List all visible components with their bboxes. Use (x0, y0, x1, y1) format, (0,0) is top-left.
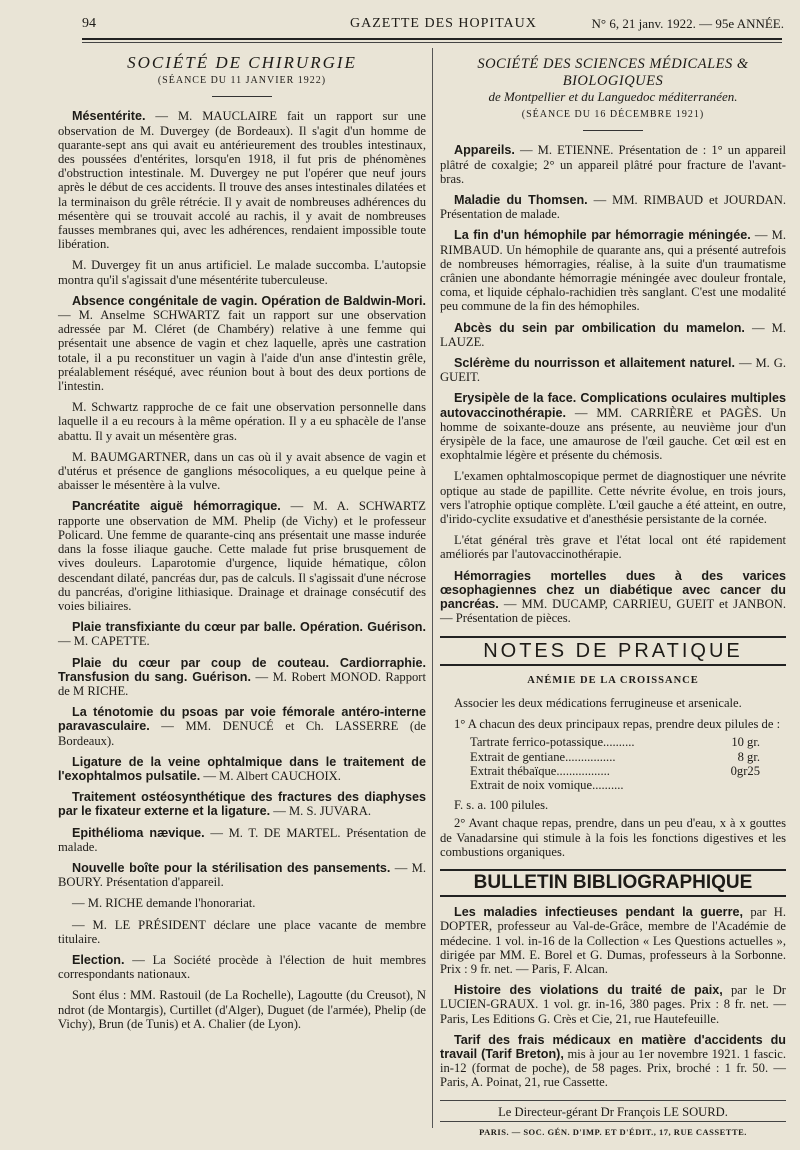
article-paragraph (440, 469, 786, 526)
article-text: — MM. DUCAMP, CARRIEU, GUEIT et JANBON. — Présentation de pièces. (440, 597, 786, 626)
article-paragraph (58, 861, 426, 889)
article-text: — M. RIMBAUD. Un hémophile de quarante ans, qui a présenté autrefois de nombreuses hémorragies, réalise, à la suite d'un traumatisme crânien une abondante hémorragie méningée avec douleur frontale, coma, et liquide céphalo-rachidien très sanglant. C'est une modalité peu commune de la fin des hémophiles. (440, 228, 786, 314)
article-text: — M. S. JUVARA. (270, 804, 371, 819)
article-text: — M. Robert MONOD. Rapport de M RICHE. (58, 669, 426, 698)
article-text: par le Dr LUCIEN-GRAUX. 1 vol. gr. in-16, 380 pages. Prix : 8 fr. net. — Paris, Les Editions G. Crès et Cie, 21, rue Hautefeuille. (440, 983, 786, 1026)
article-paragraph (440, 1033, 786, 1090)
article-paragraph (58, 450, 426, 493)
left-items (58, 109, 426, 1031)
article-paragraph (440, 983, 786, 1026)
article-text: — M. G. GUEIT. (440, 356, 786, 385)
article-text: — M. T. DE MARTEL. Présentation de malade. (58, 825, 427, 854)
article-title: La ténotomie du psoas par voie fémorale antéro-interne paravasculaire. (58, 705, 426, 734)
article-text: — M. CAPETTE. (58, 634, 150, 649)
article-title: Les maladies infectieuses pendant la guerre, (454, 905, 743, 920)
article-text: — MM. CARRIÈRE et PAGÈS. Un homme de soixante-douze ans présente, au neuvième jour d'un érysipèle de la face, une amaurose de l'œil gauche. Cet œil est en exophtalmie légère et présente du chémosis. (440, 405, 786, 463)
article-text: — M. Albert CAUCHOIX. (200, 768, 341, 783)
article-title: Epithélioma nævique. (72, 825, 205, 840)
notes-step1: 1° A chacun des deux principaux repas, prendre deux pilules de : (454, 717, 781, 732)
article-paragraph (58, 499, 426, 613)
article-paragraph (58, 896, 426, 910)
recipe-line (470, 750, 760, 764)
article-text: M. Duvergey fit un anus artificiel. Le malade succomba. L'autopsie montra qu'il s'agissait d'une mésentérite tuberculeuse. (58, 258, 426, 287)
seance-date-right: (SÉANCE DU 16 DÉCEMBRE 1921) (521, 109, 705, 121)
article-paragraph (440, 193, 786, 221)
article-text: — M. ETIENNE. Présentation de : 1° un appareil plâtré de coxalgie; 2° un appareil plâtré pour fracture de l'avant-bras. (440, 143, 786, 186)
article-text: — M. BOURY. Présentation d'appareil. (58, 860, 426, 890)
article-text: M. BAUMGARTNER, dans un cas où il y avait absence de vagin et d'utérus et présence de ganglions mésocoliques, a eu quelque peine à abaisser le mésentère à la vulve. (58, 449, 426, 493)
article-text: L'état général très grave et l'état local ont été rapidement améliorés par l'autovaccinothérapie. (440, 533, 786, 562)
article-text: — M. LAUZE. (440, 320, 786, 349)
article-title: Sclérème du nourrisson et allaitement naturel. (454, 356, 736, 371)
article-title: Tarif des frais médicaux en matière d'accidents du travail (Tarif Breton), (440, 1032, 786, 1061)
short-rule (212, 96, 272, 97)
article-paragraph (58, 620, 426, 648)
article-text: — M. MAUCLAIRE fait un rapport sur une observation de M. Duvergey (de Bordeaux). Il s'agit d'un homme de quarante-sept ans qui avait eu antérieurement des troubles intestinaux, des poussées d'entérites, lorsqu'en 1918, il fut pris de phénomènes d'obstruction intestinale. M. Duvergey ne put l'opérer que neuf jours après le début de ces accidents. Il trouve des anses intestinales dilatées et la terminaison du grêle rétrécie. Il y avait de nombreuses adhérences du mésentère qui se trouvait accolé au rachis, il y avait de nombreuses fausses membranes qui, avec les adhérences, rendaient impossible toute libération. (58, 109, 426, 252)
article-text: M. Schwartz rapproche de ce fait une observation personnelle dans laquelle il a eu recours à la même opération. Il y a eu sphacèle de l'anse abattu. Il y avait un mésentère gras. (58, 400, 426, 443)
article-text: mis à jour au 1er novembre 1921. 1 fascic. in-12 (format de poche), de 58 pages. Prix, broché : 1 fr. 50. — Paris, A. Poinat, 21, rue Cassette. (440, 1046, 786, 1090)
biblio-list (440, 905, 786, 1089)
article-paragraph (440, 905, 786, 976)
article-title: Maladie du Thomsen. (454, 193, 588, 208)
notes-fs: F. s. a. 100 pilules. (454, 798, 549, 813)
recipe-ingredient: Tartrate ferrico-potassique.......... (470, 735, 635, 750)
article-title: Nouvelle boîte pour la stérilisation des pansements. (72, 860, 391, 875)
article-text: — M. Anselme SCHWARTZ fait un rapport sur une observation adressée par M. Cléret (de Chambéry) relative à une femme qui présentait une absence de vagin et chez laquelle, après une castration totale, il a pu reconstituer un vagin à l'aide d'un anse d'intestin grêle, préalablement réséqué, avec réunion bout à bout des deux portions de l'intestin. (58, 308, 426, 394)
article-paragraph (58, 988, 426, 1031)
recipe-dose: 10 gr. (731, 735, 760, 750)
right-column (440, 56, 786, 1139)
article-title: Plaie transfixiante du cœur par balle. Opération. Guérison. (72, 620, 426, 635)
biblio-title: BULLETIN BIBLIOGRAPHIQUE (440, 869, 786, 897)
recipe-ingredient: Extrait de noix vomique.......... (470, 777, 624, 792)
article-title: Pancréatite aiguë hémorragique. (72, 499, 281, 514)
article-title: Traitement ostéosynthétique des fractures des diaphyses par le fixateur externe et la ligature. (58, 790, 426, 819)
article-text: — MM. RIMBAUD et JOURDAN. Présentation de malade. (440, 193, 786, 222)
article-paragraph (58, 918, 426, 946)
article-title: Ligature de la veine ophtalmique dans le traitement de l'exophtalmos pulsatile. (58, 754, 426, 783)
article-paragraph (440, 228, 786, 313)
article-paragraph (58, 656, 426, 699)
article-paragraph (58, 294, 426, 393)
recipe-dose: 0gr25 (730, 763, 760, 778)
recipe-line (470, 764, 760, 778)
notes-step2: 2° Avant chaque repas, prendre, dans un peu d'eau, x à x gouttes de Vanadarsine qui stimule à la fois les fonctions digestives et les combustions organiques. (440, 816, 786, 859)
article-paragraph (440, 321, 786, 349)
article-paragraph (440, 533, 786, 561)
article-paragraph (58, 953, 426, 981)
notes-intro: Associer les deux médications ferrugineuse et arsenicale. (454, 695, 742, 710)
issue-info: N° 6, 21 janv. 1922. — 95e ANNÉE. (591, 16, 784, 31)
recipe-dose: 8 gr. (737, 749, 760, 764)
page-header (60, 14, 784, 36)
section-subtitle: de Montpellier et du Languedoc méditerranéen. (488, 89, 738, 104)
short-rule-right (583, 130, 643, 131)
article-paragraph (58, 705, 426, 748)
article-title: Abcès du sein par ombilication du mamelon. (454, 320, 745, 335)
column-divider (432, 48, 433, 1128)
article-title: Mésentérite. (72, 109, 146, 124)
article-paragraph (58, 790, 426, 818)
article-text: L'examen ophtalmoscopique permet de diagnostiquer une névrite optique au stade de papillite. Cette névrite évolue, en trois jours, vers l'atrophie optique complète. L'œil gauche a été atteint, en outre, d'irido-cyclite exsudative et d'anesthésie persistante de la cornée. (440, 469, 786, 527)
recipe-ingredient: Extrait de gentiane................ (470, 749, 616, 764)
journal-title: GAZETTE DES HOPITAUX (350, 16, 537, 31)
article-title: Erysipèle de la face. Complications oculaires multiples autovaccinothérapie. (440, 391, 786, 420)
section-title-sciences: SOCIÉTÉ DES SCIENCES MÉDICALES & BIOLOGIQUES (477, 56, 749, 89)
article-paragraph (58, 826, 426, 854)
article-paragraph (58, 755, 426, 783)
section-title-chirurgie: SOCIÉTÉ DE CHIRURGIE (127, 53, 357, 72)
seance-date: (SÉANCE DU 11 JANVIER 1922) (157, 75, 327, 87)
article-title: Histoire des violations du traité de paix, (454, 983, 723, 998)
article-text: — M. RICHE demande l'honorariat. (72, 896, 256, 911)
article-text: — M. LE PRÉSIDENT déclare une place vacante de membre titulaire. (58, 917, 426, 946)
recipe-list (470, 735, 786, 792)
article-paragraph (440, 143, 786, 186)
header-rule-thin (82, 42, 782, 43)
article-text: — M. A. SCHWARTZ rapporte une observation de MM. Phelip (de Vichy) et le professeur Policard. Une femme de quarante-cinq ans présentait une masse indurée dans la fosse iliaque gauche. Cette malade fut prise brusquement de vives douleurs. Laparotomie d'urgence, liquide hématique, côlon descendant dilaté, pancréas dur, pas de calculs. Il s'agissait d'une nécrose du pancréas, d'origine lithiasique. Drainage et drainage consécutif des voies biliaires. (58, 499, 426, 613)
header-rule (82, 38, 782, 40)
article-paragraph (440, 569, 786, 626)
article-title: Election. (72, 952, 125, 967)
left-column (58, 53, 427, 1038)
article-paragraph (440, 356, 786, 384)
right-items (440, 143, 786, 625)
footer-printer: PARIS. — SOC. GÉN. D'IMP. ET D'ÉDIT., 17, RUE CASSETTE. (440, 1121, 786, 1139)
article-paragraph (440, 391, 786, 462)
article-paragraph (58, 400, 426, 443)
recipe-line (470, 735, 760, 749)
article-paragraph (58, 109, 426, 251)
article-title: Absence congénitale de vagin. Opération de Baldwin-Mori. (72, 293, 426, 308)
notes-title: NOTES DE PRATIQUE (440, 636, 786, 666)
article-paragraph (58, 258, 426, 286)
article-text: — MM. DENUCÉ et Ch. LASSERRE (de Bordeaux). (58, 719, 426, 748)
article-text: — La Société procède à l'élection de huit membres correspondants nationaux. (58, 952, 426, 982)
article-title: La fin d'un hémophile par hémorragie méningée. (454, 228, 751, 243)
footer-director: Le Directeur-gérant Dr François LE SOURD. (440, 1100, 786, 1119)
page-number: 94 (82, 16, 96, 31)
article-title: Hémorragies mortelles dues à des varices œsophagiennes chez un diabétique avec cancer du pancréas. (440, 568, 786, 612)
article-title: Appareils. (454, 143, 515, 158)
recipe-ingredient: Extrait thébaïque................. (470, 763, 610, 778)
article-text: par H. DOPTER, professeur au Val-de-Grâce, membre de l'Académie de médecine. 1 vol. in-16 de la Collection « Les Questions actuelles », dirigée par MM. E. Borel et G. Dumas, professeurs à la Sorbonne. Prix : 9 fr. net. — Paris, F. Alcan. (440, 905, 786, 976)
recipe-line (470, 778, 760, 792)
article-title: Plaie du cœur par coup de couteau. Cardiorraphie. Transfusion du sang. Guérison. (58, 655, 426, 684)
article-text: Sont élus : MM. Rastouil (de La Rochelle), Lagoutte (du Creusot), N ndrot (de Montargis), Curtillet (d'Alger), Duguet (de l'armée), Phelip (de Vichy), Brun (de Tunis) et A. Chalier (de Lyon). (58, 988, 426, 1031)
notes-subtitle: ANÉMIE DE LA CROISSANCE (527, 674, 699, 686)
